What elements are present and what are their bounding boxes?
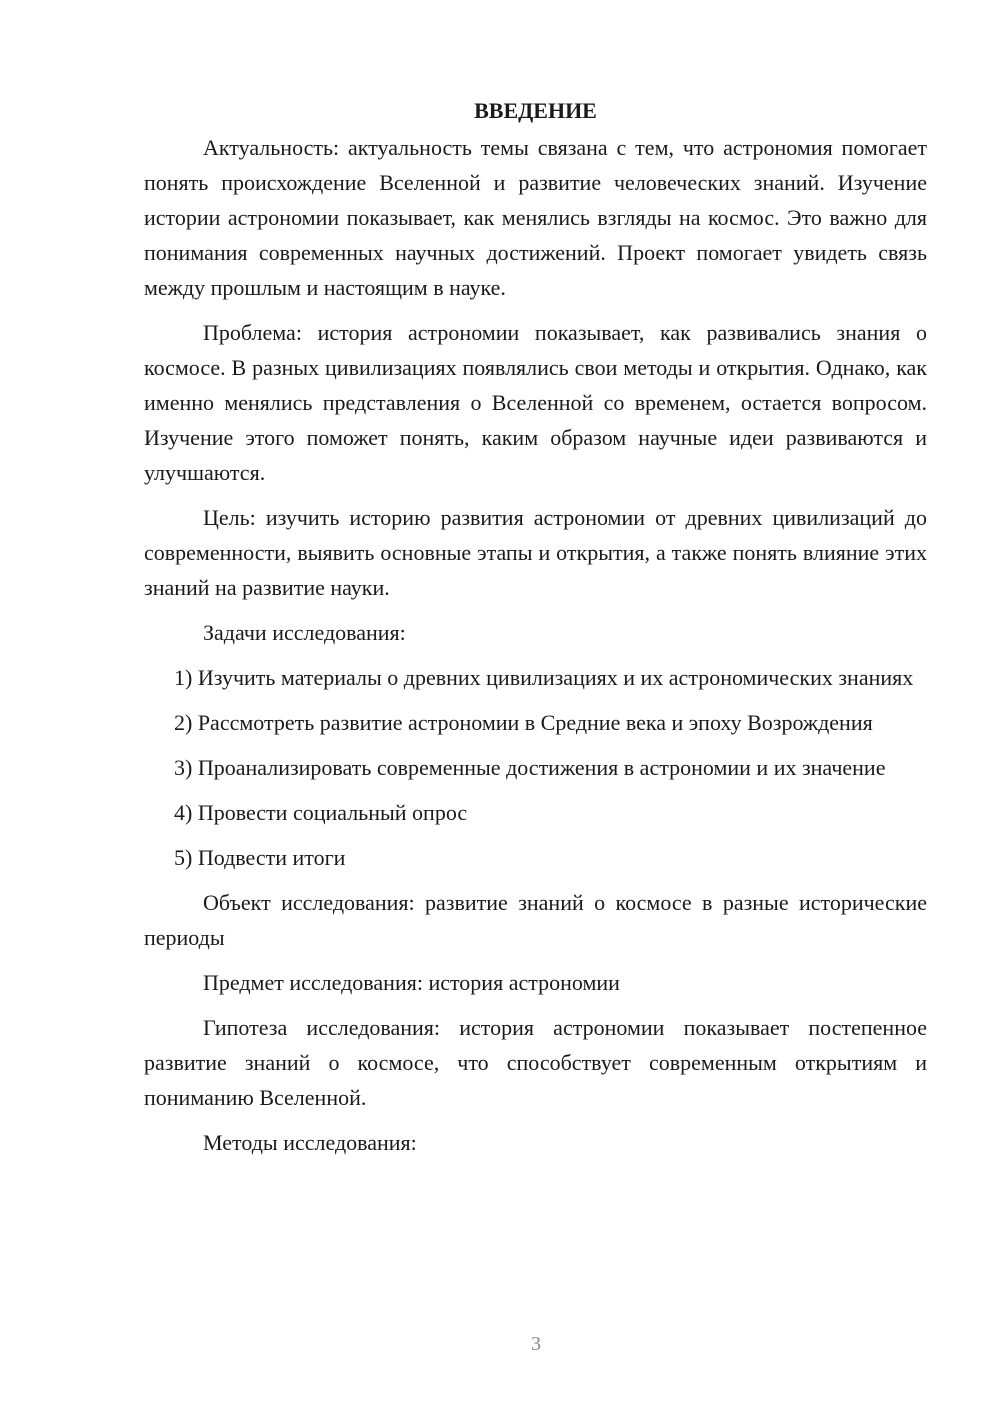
hypothesis-paragraph: Гипотеза исследования: история астрономии показывает постепенное развитие знаний о космосе, что способствует современным открытиям и пониманию Вселенной.	[144, 1015, 927, 1110]
relevance-paragraph: Актуальность: актуальность темы связана с тем, что астрономия помогает понять происхождение Вселенной и развитие человеческих знаний. Изучение истории астрономии показывает, как менялись взгляды на космос. Это важно для понимания современных научных достижений. Проект помогает увидеть связь между прошлым и настоящим в науке.	[144, 135, 927, 300]
problem-paragraph: Проблема: история астрономии показывает, как развивались знания о космосе. В разных цивилизациях появлялись свои методы и открытия. Однако, как именно менялись представления о Вселенной со временем, остается вопросом. Изучение этого поможет понять, каким образом научные идеи развиваются и улучшаются.	[144, 320, 927, 485]
object-paragraph: Объект исследования: развитие знаний о космосе в разные исторические периоды	[144, 890, 927, 950]
task-item-1: 1) Изучить материалы о древних цивилизациях и их астрономических знаниях	[174, 665, 914, 690]
task-item-4: 4) Провести социальный опрос	[174, 800, 468, 825]
page-number: 3	[531, 1333, 541, 1355]
task-item-2: 2) Рассмотреть развитие астрономии в Средние века и эпоху Возрождения	[174, 710, 873, 735]
tasks-heading: Задачи исследования:	[203, 620, 406, 645]
subject-paragraph: Предмет исследования: история астрономии	[203, 970, 620, 995]
page-content	[144, 92, 927, 1170]
methods-heading: Методы исследования:	[203, 1130, 417, 1155]
task-item-5: 5) Подвести итоги	[174, 845, 346, 870]
section-title: ВВЕДЕНИЕ	[474, 98, 597, 123]
task-item-3: 3) Проанализировать современные достижения в астрономии и их значение	[174, 755, 886, 780]
goal-paragraph: Цель: изучить историю развития астрономии от древних цивилизаций до современности, выявить основные этапы и открытия, а также понять влияние этих знаний на развитие науки.	[144, 505, 927, 600]
